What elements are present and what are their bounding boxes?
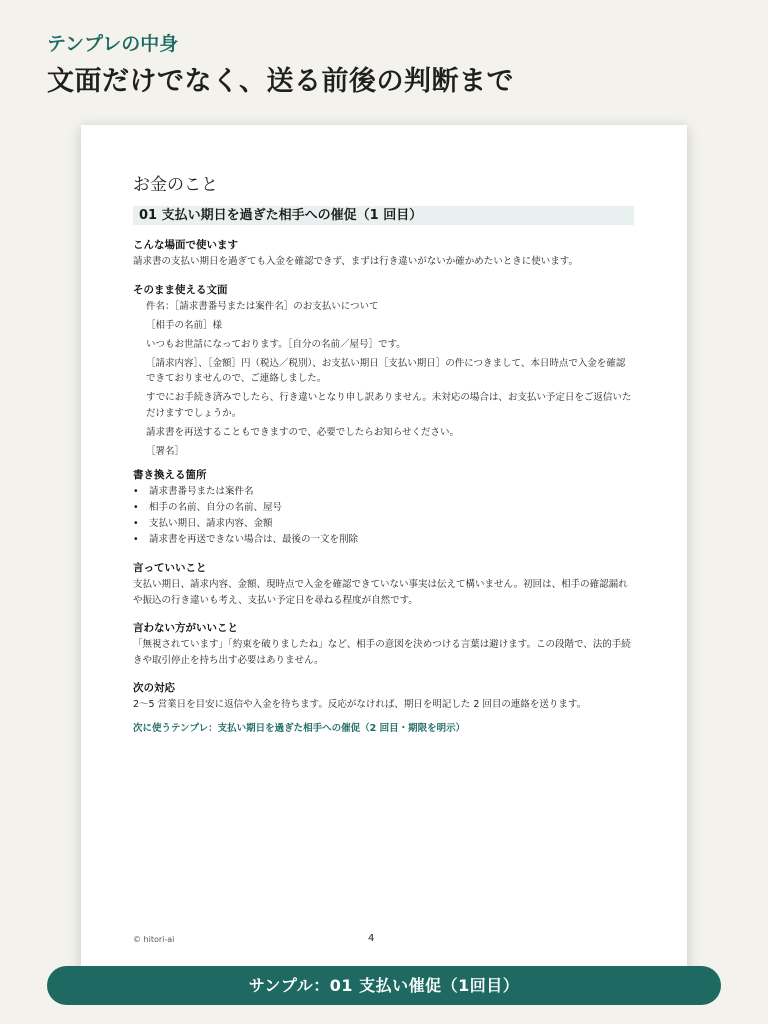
situation-text: 請求書の支払い期日を過ぎても入金を確認できず、まずは行き違いがないか確かめたいときに使います。 [133,256,578,267]
document-content [133,173,634,736]
replace-list [133,484,634,548]
footer-copyright: © hitori-ai [133,935,175,944]
next-template-link[interactable]: 次に使うテンプレ：支払い期日を過ぎた相手への催促（2 回目・期限を明示） [133,722,466,734]
letter-signature: ［署名］ [146,445,185,457]
letter-recipient: ［相手の名前］様 [146,319,223,331]
sample-banner: サンプル：01 支払い催促（1回目） [47,966,721,1005]
list-item: • 支払い期日、請求内容、金額 [133,516,634,532]
template-letter [133,299,634,460]
list-item: • 請求書を再送できない場合は、最後の一文を削除 [133,532,634,548]
template-text-heading: そのまま使える文面 [133,283,228,296]
list-item: • 相手の名前、自分の名前、屋号 [133,500,634,516]
avoid-heading: 言わない方がいいこと [133,622,238,634]
ok-to-say-heading: 言っていいこと [133,562,207,574]
header-kicker: テンプレの中身 [47,33,179,55]
next-step-text: 2〜5 営業日を目安に返信や入金を待ちます。反応がなければ、期日を明記した 2 回目の連絡を送ります。 [133,699,587,710]
avoid-text: 「無視されています」「約束を破りましたね」など、相手の意図を決めつける言葉は避けます。この段階で、法的手続きや取引停止を持ち出す必要はありません。 [133,639,631,666]
list-item: • 請求書番号または案件名 [133,484,634,500]
header-headline: 文面だけでなく、送る前後の判断まで [47,66,514,97]
section-title: お金のこと [133,175,218,195]
page-number: 4 [368,933,375,944]
situation-heading: こんな場面で使います [133,239,238,251]
template-heading: 01 支払い期日を過ぎた相手への催促（1 回目） [133,206,634,225]
letter-greeting: いつもお世話になっております。［自分の名前／屋号］です。 [146,338,406,350]
next-step-heading: 次の対応 [133,682,175,694]
letter-subject: 件名：［請求書番号または案件名］のお支払いについて [146,300,379,312]
letter-resend: 請求書を再送することもできますので、必要でしたらお知らせください。 [146,426,460,438]
ok-to-say-text: 支払い期日、請求内容、金額、現時点で入金を確認できていない事実は伝えて構いません。初回は、相手の確認漏れや振込の行き違いも考え、支払い予定日を尋ねる程度が自然です。 [133,579,628,606]
letter-body: ［請求内容］、［金額］円（税込／税別）、お支払い期日［支払い期日］の件につきまして、本日時点で入金を確認できておりませんので、ご連絡しました。 [146,357,626,384]
letter-apology: すでにお手続き済みでしたら、行き違いとなり申し訳ありません。未対応の場合は、お支払い予定日をご返信いただけますでしょうか。 [146,392,632,419]
document-page [81,125,687,975]
page-header [47,30,737,102]
replace-heading: 書き換える箇所 [133,469,207,481]
